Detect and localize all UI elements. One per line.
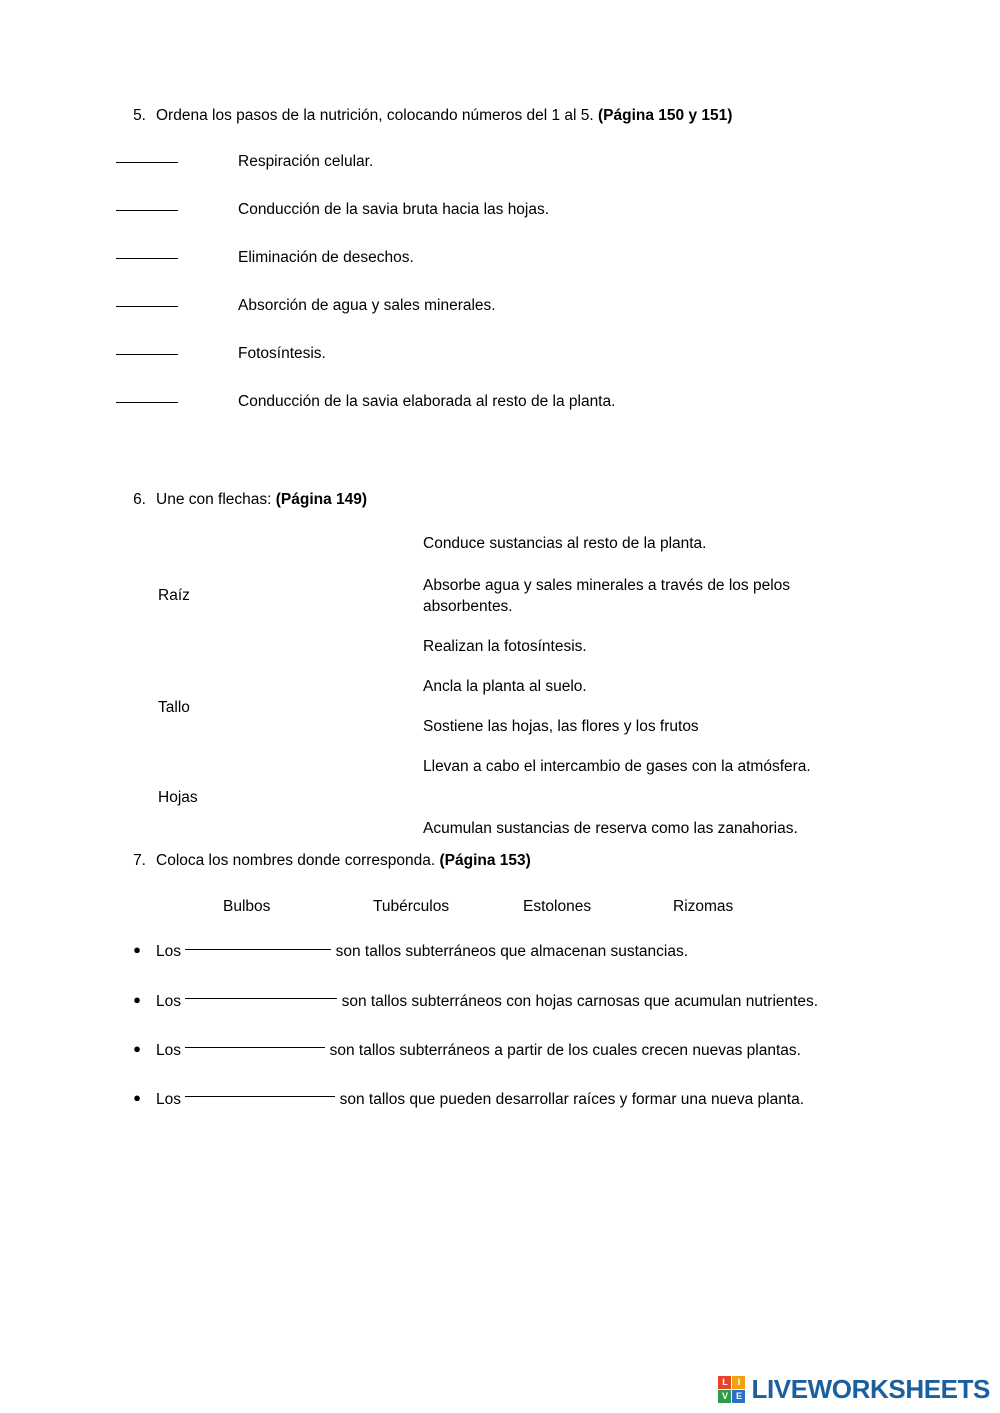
worksheet-content — [118, 105, 888, 1135]
blank-rule — [116, 257, 178, 259]
statement-2 — [156, 988, 888, 1015]
blank-rule — [116, 401, 178, 403]
question-6-prompt-text: Une con flechas: — [156, 491, 276, 509]
logo-letter-v: V — [718, 1390, 731, 1403]
list-item — [118, 938, 888, 965]
question-7-number: 7. — [133, 851, 146, 869]
answer-blank-3[interactable] — [116, 249, 238, 267]
list-item — [118, 1037, 888, 1064]
list-item — [118, 297, 888, 345]
statement-2-blank[interactable] — [185, 998, 337, 999]
statement-4-after: son tallos que pueden desarrollar raíces y formar una nueva planta. — [339, 1090, 805, 1108]
question-6-number: 6. — [133, 491, 146, 509]
liveworksheets-brand: LIVEWORKSHEETS — [751, 1374, 990, 1404]
match-right-item-3[interactable]: Realizan la fotosíntesis. — [423, 637, 587, 655]
logo-letter-e: E — [732, 1390, 745, 1403]
bullet-icon: ● — [133, 991, 141, 1007]
liveworksheets-logo-icon — [718, 1376, 745, 1403]
question-5-heading — [118, 105, 888, 127]
match-right-item-4[interactable]: Ancla la planta al suelo. — [423, 677, 587, 695]
question-6-heading — [118, 489, 888, 511]
question-5-page-ref: (Página 150 y 151) — [598, 107, 733, 124]
match-left-item-hojas[interactable]: Hojas — [158, 788, 198, 806]
logo-letter-l: L — [718, 1376, 731, 1389]
statement-1 — [156, 938, 888, 965]
question-5-prompt — [156, 105, 888, 127]
list-item — [118, 249, 888, 297]
statement-3 — [156, 1037, 888, 1064]
statement-1-blank[interactable] — [185, 949, 331, 950]
blank-rule — [116, 305, 178, 307]
question-6-prompt — [156, 489, 888, 511]
statement-1-before: Los — [156, 943, 181, 961]
statement-2-before: Los — [156, 992, 181, 1010]
list-item — [118, 393, 888, 441]
bullet-icon: ● — [133, 942, 141, 958]
answer-blank-1[interactable] — [116, 153, 238, 171]
order-label-4: Absorción de agua y sales minerales. — [238, 297, 496, 315]
order-label-1: Respiración celular. — [238, 153, 374, 171]
answer-blank-6[interactable] — [116, 393, 238, 411]
logo-letter-i: I — [732, 1376, 745, 1389]
question-7-prompt-text: Coloca los nombres donde corresponda. — [156, 851, 440, 869]
statement-3-before: Los — [156, 1041, 181, 1059]
statement-4 — [156, 1086, 888, 1113]
question-7-page-ref: (Página 153) — [439, 851, 531, 869]
blank-rule — [116, 209, 178, 211]
statement-2-after: son tallos subterráneos con hojas carnosas que acumulan nutrientes. — [341, 992, 819, 1010]
answer-blank-4[interactable] — [116, 297, 238, 315]
word-bank — [223, 898, 823, 916]
matching-exercise — [118, 534, 888, 844]
list-item — [118, 201, 888, 249]
word-bank-item-bulbos[interactable]: Bulbos — [223, 898, 271, 916]
order-label-6: Conducción de la savia elaborada al resto de la planta. — [238, 393, 616, 411]
match-right-item-2[interactable]: Absorbe agua y sales minerales a través de los pelos absorbentes. — [423, 576, 791, 615]
question-6-page-ref: (Página 149) — [275, 491, 368, 509]
question-5-number: 5. — [133, 107, 146, 124]
list-item — [118, 345, 888, 393]
question-5-list — [118, 153, 888, 441]
word-bank-item-rizomas[interactable]: Rizomas — [673, 898, 734, 916]
bullet-icon: ● — [133, 1089, 141, 1105]
match-left-item-tallo[interactable]: Tallo — [158, 698, 190, 716]
answer-blank-5[interactable] — [116, 345, 238, 363]
word-bank-item-estolones[interactable]: Estolones — [523, 898, 592, 916]
bullet-icon: ● — [133, 1040, 141, 1056]
order-label-2: Conducción de la savia bruta hacia las hojas. — [238, 201, 550, 219]
order-label-5: Fotosíntesis. — [238, 345, 326, 363]
question-7-heading — [118, 850, 888, 872]
statement-3-after: son tallos subterráneos a partir de los cuales crecen nuevas plantas. — [329, 1041, 801, 1059]
question-7-prompt — [156, 850, 888, 872]
match-right-item-5[interactable]: Sostiene las hojas, las flores y los frutos — [423, 717, 699, 735]
statement-4-blank[interactable] — [185, 1096, 335, 1097]
match-right-item-7[interactable]: Acumulan sustancias de reserva como las zanahorias. — [423, 819, 798, 837]
liveworksheets-footer — [718, 1374, 990, 1405]
list-item — [118, 153, 888, 201]
statement-3-blank[interactable] — [185, 1047, 325, 1048]
list-item — [118, 1086, 888, 1113]
answer-blank-2[interactable] — [116, 201, 238, 219]
question-5-prompt-text: Ordena los pasos de la nutrición, colocando números del 1 al 5. — [156, 107, 599, 124]
match-right-item-1[interactable]: Conduce sustancias al resto de la planta. — [423, 534, 707, 552]
question-7-statements — [118, 938, 888, 1113]
blank-rule — [116, 353, 178, 355]
match-left-item-raiz[interactable]: Raíz — [158, 586, 190, 604]
blank-rule — [116, 161, 178, 163]
statement-1-after: son tallos subterráneos que almacenan sustancias. — [335, 943, 689, 961]
statement-4-before: Los — [156, 1090, 181, 1108]
word-bank-item-tuberculos[interactable]: Tubérculos — [373, 898, 450, 916]
list-item — [118, 988, 888, 1015]
order-label-3: Eliminación de desechos. — [238, 249, 414, 267]
match-right-item-6[interactable]: Llevan a cabo el intercambio de gases con la atmósfera. — [423, 757, 811, 775]
